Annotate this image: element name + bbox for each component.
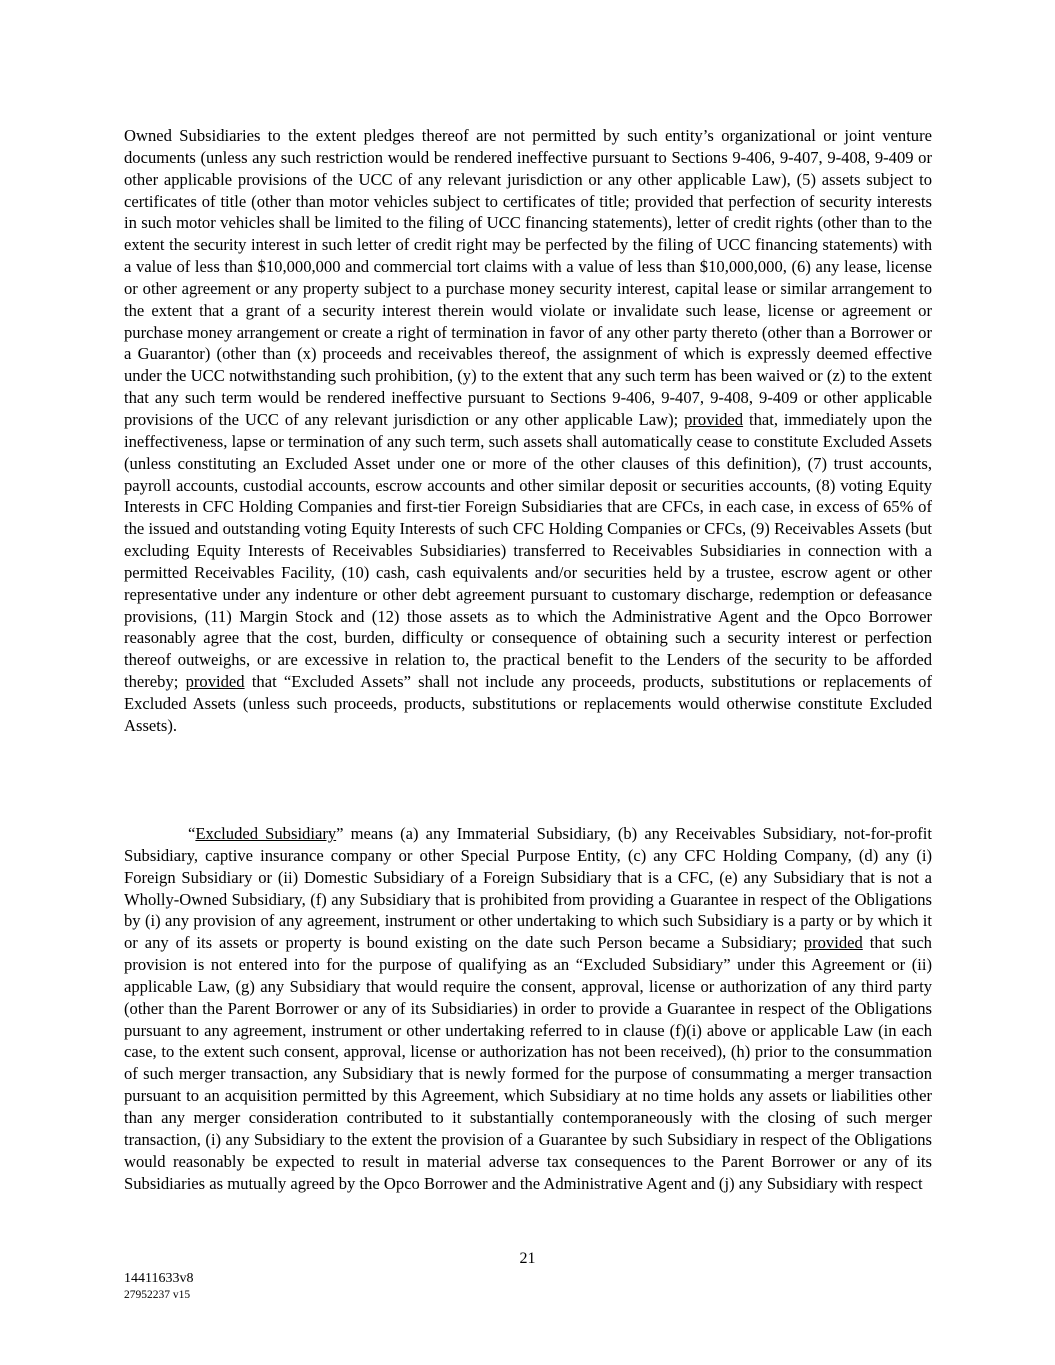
provided-term: provided — [803, 933, 863, 953]
excluded-assets-paragraph — [124, 125, 932, 737]
excluded-subsidiary-paragraph — [124, 823, 932, 1194]
document-id-secondary: 27952237 v15 — [124, 1289, 191, 1301]
document-id: 14411633v8 — [124, 1271, 194, 1286]
paragraph-text: that “Excluded Assets” shall not include any proceeds, products, substitutions or replacements of Excluded Assets (unless such proceeds, products, substitutions or replacements would otherwise constitute Excluded Assets). — [124, 672, 932, 735]
paragraph-text: Owned Subsidiaries to the extent pledges thereof are not permitted by such entity’s organizational or joint venture documents (unless any such restriction would be rendered ineffective pursuant to Sections 9-406, 9-407, 9-408, 9-409 or other applicable provisions of the UCC of any relevant jurisdiction or any other applicable Law), (5) assets subject to certificates of title (other than motor vehicles subject to certificates of title; provided that perfection of security interests in such motor vehicles shall be limited to the filing of UCC financing statements), letter of credit rights (other than to the extent the security interest in such letter of credit right may be perfected by the filing of UCC financing statements) with a value of less than $10,000,000 and commercial tort claims with a value of less than $10,000,000, (6) any lease, license or other agreement or any property subject to a purchase money security interest, capital lease or similar arrangement to the extent that a grant of a security interest therein would violate or invalidate such lease, license or agreement or purchase money arrangement or create a right of termination in favor of any other party thereto (other than a Borrower or a Guarantor) (other than (x) proceeds and receivables thereof, the assignment of which is expressly deemed effective under the UCC notwithstanding such prohibition, (y) to the extent that any such term has been waived or (z) to the extent that any such term would be rendered ineffective pursuant to Sections 9-406, 9-407, 9-408, 9-409 or other applicable provisions of the UCC of any relevant jurisdiction or any other applicable Law); — [124, 126, 932, 429]
paragraph-text: that, immediately upon the ineffectiveness, lapse or termination of any such term, such assets shall automatically cease to constitute Excluded Assets (unless constituting an Excluded Asset under one or more of the other clauses of this definition), (7) trust accounts, payroll accounts, custodial accounts, escrow accounts and other similar deposit or securities accounts, (8) voting Equity Interests in CFC Holding Companies and first-tier Foreign Subsidiaries that are CFCs, in each case, in excess of 65% of the issued and outstanding voting Equity Interests of such CFC Holding Companies or CFCs, (9) Receivables Assets (but excluding Equity Interests of Receivables Subsidiaries) transferred to Receivables Subsidiaries in connection with a permitted Receivables Facility, (10) cash, cash equivalents and/or securities held by a trustee, escrow agent or other representative under any indenture or other debt agreement pursuant to customary discharge, redemption or defeasance provisions, (11) Margin Stock and (12) those assets as to which the Administrative Agent and the Opco Borrower reasonably agree that the cost, burden, difficulty or consequence of obtaining such a security interest or perfection thereof outweighs, or are excessive in relation to, the practical benefit to the Lenders of the security to be afforded thereby; — [124, 409, 932, 692]
open-quote: “ — [188, 824, 196, 843]
paragraph-text: ” means (a) any Immaterial Subsidiary, (b) any Receivables Subsidiary, not-for-profit Subsidiary, captive insurance company or other Special Purpose Entity, (c) any CFC Holding Company, (d) any (i) Foreign Subsidiary or (ii) Domestic Subsidiary of a Foreign Subsidiary that is a CFC, (e) any Subsidiary that is not a Wholly-Owned Subsidiary, (f) any Subsidiary that is prohibited from providing a Guarantee in respect of the Obligations by (i) any provision of any agreement, instrument or other undertaking to which such Subsidiary is a party or by which it or any of its assets or property is bound existing on the date such Person became a Subsidiary; — [124, 824, 932, 953]
page-number: 21 — [519, 1250, 536, 1267]
paragraph-text: that such provision is not entered into for the purpose of qualifying as an “Excluded Subsidiary” under this Agreement or (ii) applicable Law, (g) any Subsidiary that would require the consent, approval, license or authorization of any third party (other than the Parent Borrower or any of its Subsidiaries) in order to provide a Guarantee in respect of the Obligations pursuant to any agreement, instrument or other undertaking referred to in clause (f)(i) above or applicable Law (in each case, to the extent such consent, approval, license or authorization has not been received), (h) prior to the consummation of such merger transaction, any Subsidiary that is newly formed for the purpose of consummating a merger transaction pursuant to an acquisition permitted by this Agreement, which Subsidiary at no time holds any assets or liabilities other than any merger consideration contributed to it substantially contemporaneously with the closing of such merger transaction, (i) any Subsidiary to the extent the provision of a Guarantee by such Subsidiary in respect of the Obligations would reasonably be expected to result in material adverse tax consequences to the Parent Borrower or any of its Subsidiaries as mutually agreed by the Opco Borrower and the Administrative Agent and (j) any Subsidiary with respect — [124, 933, 932, 1193]
provided-term: provided — [684, 409, 744, 429]
provided-term: provided — [185, 672, 245, 692]
defined-term: Excluded Subsidiary — [195, 824, 337, 843]
